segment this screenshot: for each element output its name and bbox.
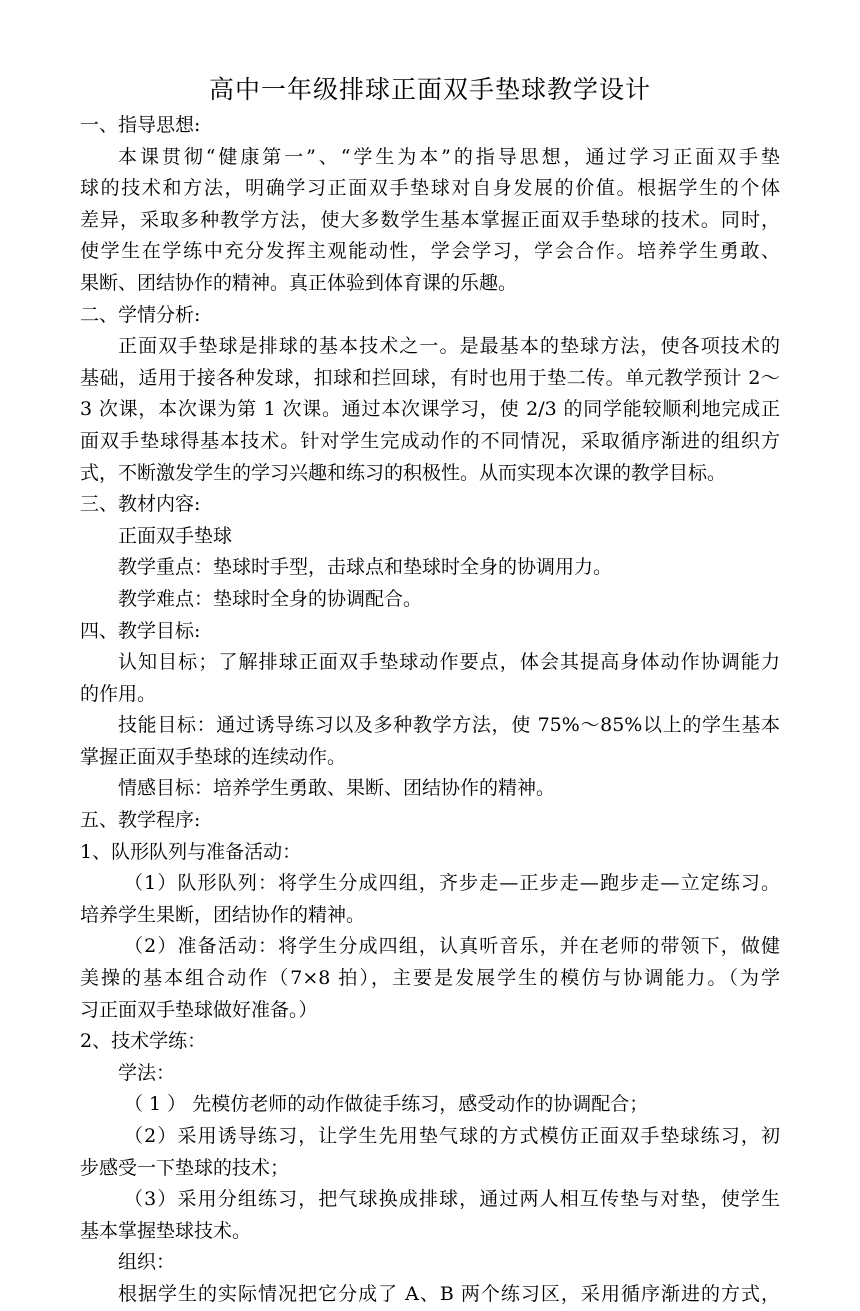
paragraph-line: 情感目标：培养学生勇敢、果断、团结协作的精神。 bbox=[118, 777, 556, 800]
paragraph-line: （3）采用分组练习，把气球换成排球，通过两人相互传垫与对垫，使学生 bbox=[124, 1188, 780, 1211]
paragraph-line: 正面双手垫球是排球的基本技术之一。是最基本的垫球方法，使各项技术的 bbox=[118, 335, 780, 358]
document-body bbox=[80, 110, 780, 1311]
paragraph-line: 认知目标；了解排球正面双手垫球动作要点，体会其提高身体动作协调能力 bbox=[118, 651, 780, 674]
subsection-heading: 2、技术学练： bbox=[80, 1030, 207, 1053]
paragraph-line: 使学生在学练中充分发挥主观能动性，学会学习，学会合作。培养学生勇敢、 bbox=[80, 240, 780, 263]
paragraph-line: 球的技术和方法，明确学习正面双手垫球对自身发展的价值。根据学生的个体 bbox=[80, 177, 780, 200]
paragraph-line: 美操的基本组合动作（7×8 拍），主要是发展学生的模仿与协调能力。（为学 bbox=[80, 967, 780, 990]
section-heading-teaching-content: 三、教材内容: bbox=[80, 493, 201, 516]
section-heading-guiding-ideology: 一、指导思想: bbox=[80, 114, 201, 136]
section-heading-teaching-procedure: 五、教学程序: bbox=[80, 809, 201, 832]
paragraph-line: 技能目标：通过诱导练习以及多种教学方法，使 75%～85%以上的学生基本 bbox=[118, 714, 780, 737]
paragraph-line: 组织： bbox=[118, 1251, 176, 1274]
paragraph-line: 步感受一下垫球的技术； bbox=[80, 1156, 290, 1179]
paragraph-line: 基本掌握垫球技术。 bbox=[80, 1219, 252, 1242]
paragraph-line: 根据学生的实际情况把它分成了 A、B 两个练习区，采用循序渐进的方式， bbox=[118, 1282, 780, 1305]
document-title: 高中一年级排球正面双手垫球教学设计 bbox=[208, 75, 651, 104]
subsection-heading: 1、队形队列与准备活动： bbox=[80, 840, 302, 863]
paragraph-line: 学法： bbox=[118, 1061, 176, 1084]
paragraph-line: 3 次课，本次课为第 1 次课。通过本次课学习，使 2/3 的同学能较顺利地完成正 bbox=[80, 398, 780, 421]
section-heading-teaching-goals: 四、教学目标: bbox=[80, 619, 201, 642]
paragraph-line: 教学重点：垫球时手型，击球点和垫球时全身的协调用力。 bbox=[118, 556, 613, 579]
paragraph-line: 基础，适用于接各种发球，扣球和拦回球，有时也用于垫二传。单元教学预计 2～ bbox=[80, 366, 780, 389]
paragraph-line: 式，不断激发学生的学习兴趣和练习的积极性。从而实现本次课的教学目标。 bbox=[80, 461, 727, 484]
paragraph-line: 教学难点：垫球时全身的协调配合。 bbox=[118, 587, 423, 610]
paragraph-line: 本课贯彻“健康第一”、“学生为本”的指导思想，通过学习正面双手垫 bbox=[118, 145, 780, 168]
paragraph-line: 差异，采取多种教学方法，使大多数学生基本掌握正面双手垫球的技术。同时， bbox=[80, 208, 780, 231]
paragraph-line: （2）准备活动：将学生分成四组，认真听音乐，并在老师的带领下，做健 bbox=[124, 935, 780, 958]
paragraph-line: 习正面双手垫球做好准备。） bbox=[80, 998, 318, 1021]
section-heading-student-analysis: 二、学情分析: bbox=[80, 303, 201, 326]
paragraph-line: 果断、团结协作的精神。真正体验到体育课的乐趣。 bbox=[80, 271, 518, 294]
paragraph-line: 面双手垫球得基本技术。针对学生完成动作的不同情况，采取循序渐进的组织方 bbox=[80, 429, 780, 452]
paragraph-line: 培养学生果断，团结协作的精神。 bbox=[80, 903, 366, 926]
paragraph-line: （ 1 ） 先模仿老师的动作做徒手练习，感受动作的协调配合； bbox=[124, 1093, 649, 1116]
paragraph-line: （1）队形队列：将学生分成四组，齐步走—正步走—跑步走—立定练习。 bbox=[124, 872, 780, 895]
paragraph-line: 正面双手垫球 bbox=[118, 524, 233, 547]
paragraph-line: 掌握正面双手垫球的连续动作。 bbox=[80, 745, 347, 768]
paragraph-line: （2）采用诱导练习，让学生先用垫气球的方式模仿正面双手垫球练习，初 bbox=[124, 1125, 780, 1147]
paragraph-line: 的作用。 bbox=[80, 682, 157, 705]
